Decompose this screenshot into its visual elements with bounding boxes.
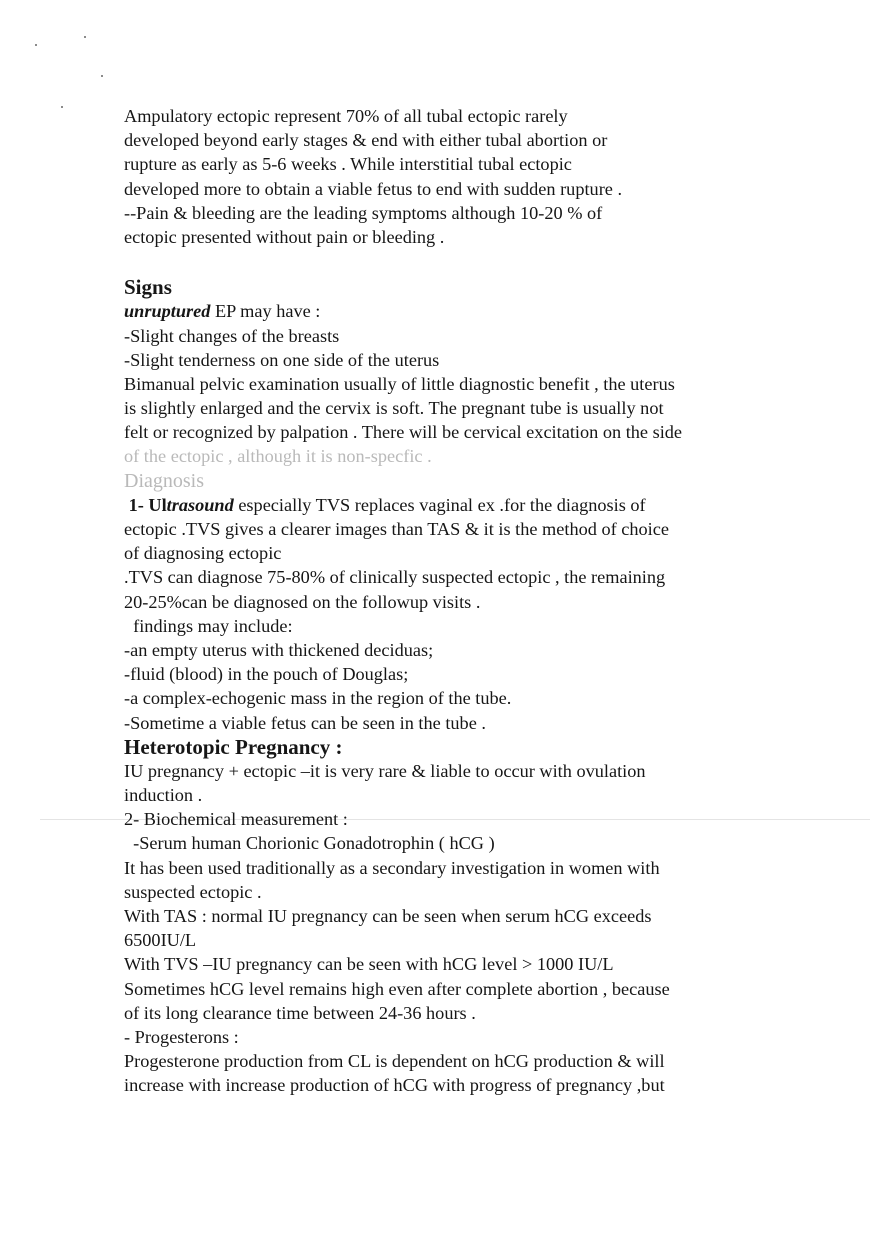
text-line: of its long clearance time between 24-36 hours . <box>124 1002 476 1023</box>
text-line: developed beyond early stages & end with either tubal abortion or <box>124 130 608 151</box>
text-line: of diagnosing ectopic <box>124 543 282 564</box>
list-item: -an empty uterus with thickened deciduas; <box>124 639 434 660</box>
text-line: Progesterone production from CL is dependent on hCG production & will <box>124 1051 665 1072</box>
text-line: - Progesterons : <box>124 1026 239 1047</box>
text-line: --Pain & bleeding are the leading symptoms although 10-20 % of <box>124 202 603 223</box>
list-item: -a complex-echogenic mass in the region of the tube. <box>124 688 512 709</box>
signs-section <box>124 275 804 469</box>
text-line: findings may include: <box>124 615 293 636</box>
text-line: IU pregnancy + ectopic –it is very rare & liable to occur with ovulation <box>124 760 646 781</box>
scan-speck <box>35 44 37 46</box>
text-line: is slightly enlarged and the cervix is soft. The pregnant tube is usually not <box>124 398 664 419</box>
scan-speck <box>84 36 86 38</box>
text-line: 20-25%can be diagnosed on the followup visits . <box>124 591 481 612</box>
list-item: -fluid (blood) in the pouch of Douglas; <box>124 664 409 685</box>
biochemical-heading: 2- Biochemical measurement : <box>124 809 348 830</box>
unruptured-term: unruptured <box>124 301 211 322</box>
text-line: rupture as early as 5-6 weeks . While interstitial tubal ectopic <box>124 154 572 175</box>
ultrasound-term: trasound <box>166 494 234 515</box>
text-line: increase with increase production of hCG with progress of pregnancy ,but <box>124 1075 665 1096</box>
biochemical-section <box>124 807 804 1097</box>
list-item: -Slight tenderness on one side of the uterus <box>124 349 440 370</box>
unruptured-rest: EP may have : <box>210 301 321 322</box>
heterotopic-section <box>124 735 804 808</box>
text-line: With TVS –IU pregnancy can be seen with hCG level > 1000 IU/L <box>124 954 614 975</box>
text-line: Bimanual pelvic examination usually of little diagnostic benefit , the uterus <box>124 373 675 394</box>
text-line: ectopic presented without pain or bleeding . <box>124 226 445 247</box>
text-line: developed more to obtain a viable fetus to end with sudden rupture . <box>124 178 623 199</box>
text-line: induction . <box>124 785 203 806</box>
text-line: It has been used traditionally as a secondary investigation in women with <box>124 857 660 878</box>
faded-text-line: of the ectopic , although it is non-specfic . <box>124 446 432 467</box>
list-item: -Sometime a viable fetus can be seen in the tube . <box>124 712 486 733</box>
signs-heading: Signs <box>124 275 172 300</box>
scan-speck <box>101 75 103 77</box>
text-line: Ampulatory ectopic represent 70% of all tubal ectopic rarely <box>124 106 568 126</box>
text-line: With TAS : normal IU pregnancy can be seen when serum hCG exceeds <box>124 906 652 926</box>
text-line: ectopic .TVS gives a clearer images than TAS & it is the method of choice <box>124 519 669 539</box>
heterotopic-heading: Heterotopic Pregnancy : <box>124 734 343 759</box>
text-line: Sometimes hCG level remains high even after complete abortion , because <box>124 978 670 999</box>
diagnosis-heading: Diagnosis <box>124 469 204 492</box>
document-body <box>124 104 804 1098</box>
text-line: -Serum human Chorionic Gonadotrophin ( hCG ) <box>124 833 495 854</box>
ultrasound-rest: especially TVS replaces vaginal ex .for the diagnosis of <box>233 494 646 515</box>
scan-speck <box>61 106 63 108</box>
text-line: 6500IU/L <box>124 930 197 951</box>
text-line: suspected ectopic . <box>124 881 262 902</box>
intro-paragraph <box>124 104 804 249</box>
text-line: .TVS can diagnose 75-80% of clinically suspected ectopic , the remaining <box>124 567 666 588</box>
text-line: felt or recognized by palpation . There will be cervical excitation on the side <box>124 422 683 443</box>
list-item: -Slight changes of the breasts <box>124 325 340 346</box>
ultrasound-line <box>124 493 804 517</box>
unruptured-line <box>124 299 804 323</box>
diagnosis-section <box>124 469 804 735</box>
ultrasound-prefix: 1- Ul <box>128 494 167 515</box>
